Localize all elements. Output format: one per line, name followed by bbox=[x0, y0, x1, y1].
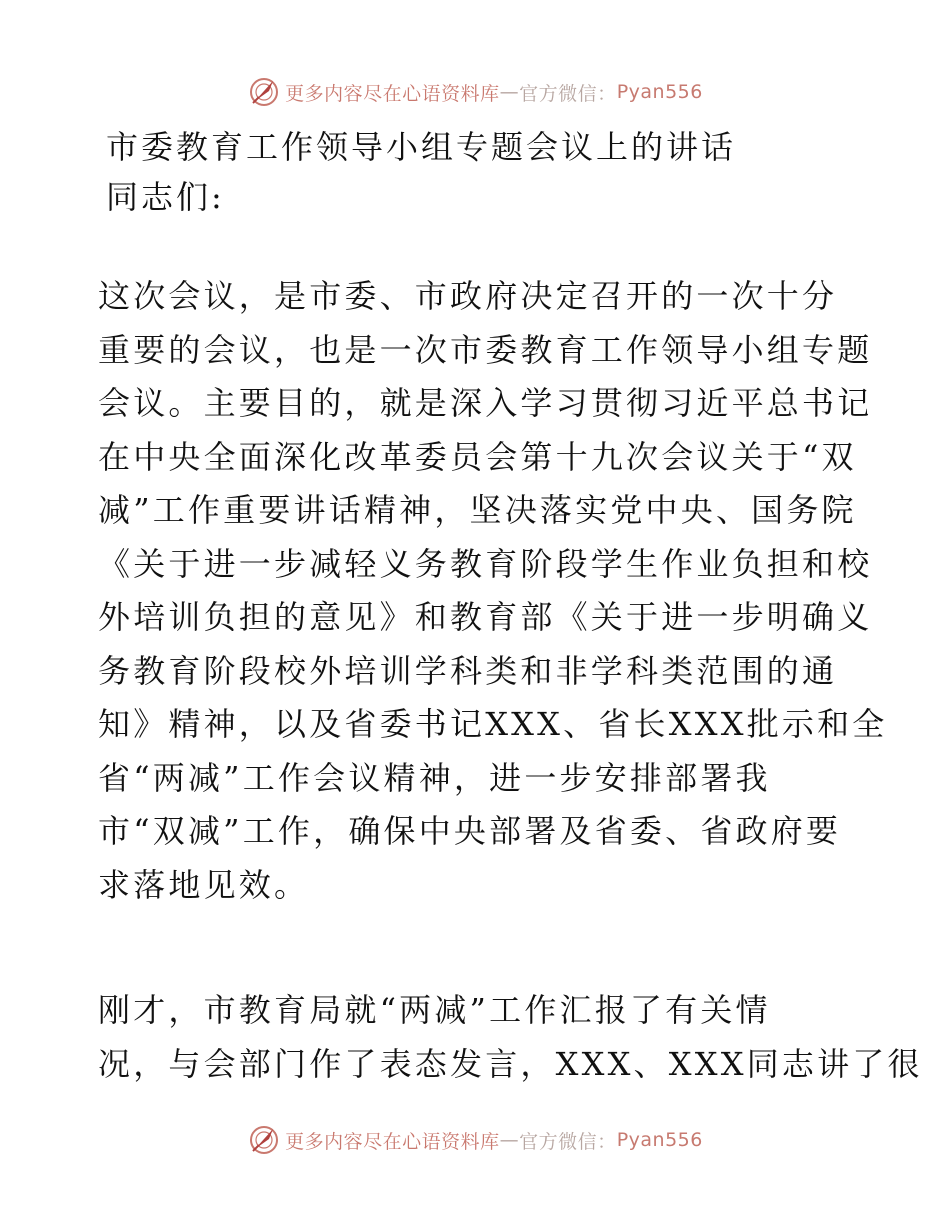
watermark-header bbox=[0, 72, 950, 112]
text-line: 会议。主要目的，就是深入学习贯彻习近平总书记 bbox=[98, 384, 873, 422]
watermark-wechat-id: Pyan556 bbox=[616, 1129, 703, 1151]
paragraph-2 bbox=[98, 984, 923, 1091]
text-line: 在中央全面深化改革委员会第十九次会议关于“双 bbox=[98, 437, 857, 476]
text-line: 《关于进一步减轻义务教育阶段学生作业负担和校 bbox=[98, 544, 873, 583]
text-line: 省“两减”工作会议精神，进一步安排部署我 bbox=[98, 758, 771, 797]
watermark-wechat-label: 官方微信： bbox=[519, 82, 617, 105]
quill-circle-icon bbox=[247, 75, 281, 109]
paragraph-1 bbox=[98, 270, 888, 912]
document-title: 市委教育工作领导小组专题会议上的讲话 bbox=[106, 128, 737, 166]
watermark-footer bbox=[0, 1120, 950, 1160]
text-line: 知》精神，以及省委书记XXX、省长XXX批示和全 bbox=[98, 705, 888, 743]
text-line: 刚才，市教育局就“两减”工作汇报了有关情 bbox=[98, 991, 771, 1029]
text-line: 重要的会议，也是一次市委教育工作领导小组专题 bbox=[98, 330, 873, 369]
text-line: 况，与会部门作了表态发言，XXX、XXX同志讲了很 bbox=[98, 1044, 923, 1083]
watermark-wechat-label: 官方微信： bbox=[519, 1130, 617, 1153]
text-line: 求落地见效。 bbox=[98, 865, 310, 904]
watermark-wechat-id: Pyan556 bbox=[616, 81, 703, 103]
watermark-main-text: 更多内容尽在心语资料库 bbox=[285, 1130, 500, 1153]
quill-circle-icon bbox=[247, 1123, 281, 1157]
watermark-main-text: 更多内容尽在心语资料库 bbox=[285, 82, 500, 105]
watermark-dash: — bbox=[499, 1129, 520, 1151]
watermark-dash: — bbox=[499, 81, 520, 103]
text-line: 减”工作重要讲话精神，坚决落实党中央、国务院 bbox=[98, 491, 857, 529]
text-line: 外培训负担的意见》和教育部《关于进一步明确义 bbox=[98, 598, 873, 636]
text-line: 这次会议，是市委、市政府决定召开的一次十分 bbox=[98, 277, 838, 315]
text-line: 务教育阶段校外培训学科类和非学科类范围的通 bbox=[98, 651, 838, 690]
text-line: 市“双减”工作，确保中央部署及省委、省政府要 bbox=[98, 812, 842, 850]
salutation: 同志们: bbox=[106, 178, 225, 216]
